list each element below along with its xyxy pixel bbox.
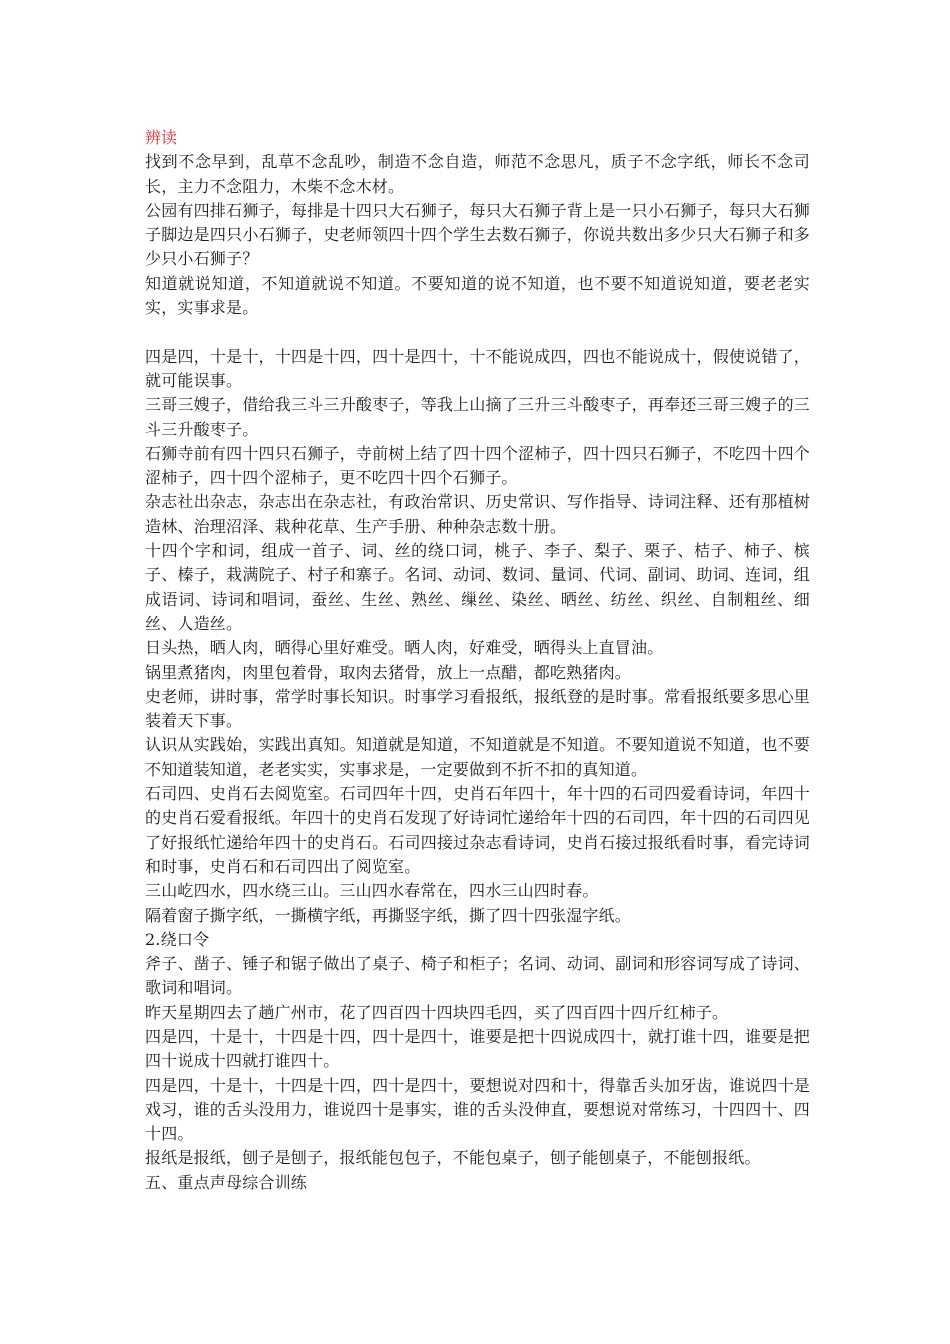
paragraph: 四是四，十是十，十四是十四，四十是四十，要想说对四和十，得靠舌头加牙齿，谁说四十是戏习，谁的舌头没用力，谁说四十是事实，谁的舌头没伸直，要想说对常练习，十四四十、四十四。: [145, 1075, 810, 1144]
document-page: [145, 126, 810, 1195]
paragraph: 史老师，讲时事，常学时事长知识。时事学习看报纸，报纸登的是时事。常看报纸要多思心里装着天下事。: [145, 686, 810, 731]
paragraph: 日头热，晒人肉，晒得心里好难受。晒人肉，好难受，晒得头上直冒油。: [145, 638, 664, 658]
paragraph: 认识从实践始，实践出真知。知道就是知道，不知道就是不知道。不要知道说不知道，也不要不知道装知道，老老实实，实事求是，一定要做到不折不扣的真知道。: [145, 735, 810, 779]
paragraph: 昨天星期四去了趟广州市，花了四百四十四块四毛四，买了四百四十四斤红柿子。: [145, 1002, 729, 1022]
paragraph: 石司四、史肖石去阅览室。石司四年十四，史肖石年四十，年十四的石司四爱看诗词，年四十的史肖石爱看报纸。年四十的史肖石发现了好诗词忙递给年十四的石司四，年十四的石司四见了好报纸忙递给年四十的史肖石。石司四接过杂志看诗词，史肖石接过报纸看时事，看完诗词和时事，史肖石和石司四出了阅览室。: [145, 784, 810, 876]
paragraph: 四是四，十是十，十四是十四，四十是四十，谁要是把十四说成四十，就打谁十四，谁要是把四十说成十四就打谁四十。: [145, 1026, 810, 1071]
paragraph: 知道就说知道，不知道就说不知道。不要知道的说不知道，也不要不知道说知道，要老老实实，实事求是。: [145, 273, 810, 318]
paragraph: 找到不念早到，乱草不念乱吵，制造不念自造，师范不念思凡，质子不念字纸，师长不念司长，主力不念阻力，木柴不念木材。: [145, 152, 810, 196]
paragraph: 四是四，十是十，十四是十四，四十是四十，十不能说成四，四也不能说成十，假使说错了，就可能误事。: [145, 346, 810, 390]
subsection-heading: 2.绕口令: [145, 929, 210, 949]
paragraph: 公园有四排石狮子，每排是十四只大石狮子，每只大石狮子背上是一只小石狮子，每只大石狮子脚边是四只小石狮子，史老师领四十四个学生去数石狮子，你说共数出多少只大石狮子和多少只小石狮子？: [145, 200, 810, 269]
paragraph: 三哥三嫂子，借给我三斗三升酸枣子，等我上山摘了三升三斗酸枣子，再奉还三哥三嫂子的三斗三升酸枣子。: [145, 395, 810, 439]
blank-line: [145, 320, 810, 344]
paragraph: 报纸是报纸，刨子是刨子，报纸能包包子，不能包桌子，刨子能刨桌子，不能刨报纸。: [145, 1148, 761, 1168]
paragraph: 锅里煮猪肉，肉里包着骨，取肉去猪骨，放上一点醋，都吃熟猪肉。: [145, 662, 632, 682]
section-heading: 辨读: [145, 128, 178, 147]
paragraph: 斧子、凿子、锤子和锯子做出了桌子、椅子和柜子；名词、动词、副词和形容词写成了诗词、歌词和唱词。: [145, 954, 810, 998]
paragraph: 隔着窗子撕字纸，一撕横字纸，再撕竖字纸，撕了四十四张湿字纸。: [145, 905, 632, 925]
paragraph: 十四个字和词，组成一首子、词、丝的绕口词，桃子、李子、梨子、栗子、桔子、柿子、槟子、榛子，栽满院子、村子和寨子。名词、动词、数词、量词、代词、副词、助词、连词，组成语词、诗词和唱词，蚕丝、生丝、熟丝、缫丝、染丝、晒丝、纺丝、织丝、自制粗丝、细丝、人造丝。: [145, 541, 810, 633]
paragraph: 杂志社出杂志，杂志出在杂志社，有政治常识、历史常识、写作指导、诗词注释、还有那植树造林、治理沼泽、栽种花草、生产手册、种种杂志数十册。: [145, 492, 810, 536]
paragraph: 石狮寺前有四十四只石狮子，寺前树上结了四十四个涩柿子，四十四只石狮子，不吃四十四个涩柿子，四十四个涩柿子，更不吃四十四个石狮子。: [145, 443, 810, 488]
paragraph: 三山屹四水，四水绕三山。三山四水春常在，四水三山四时春。: [145, 881, 599, 901]
section-heading-five: 五、重点声母综合训练: [145, 1172, 308, 1192]
